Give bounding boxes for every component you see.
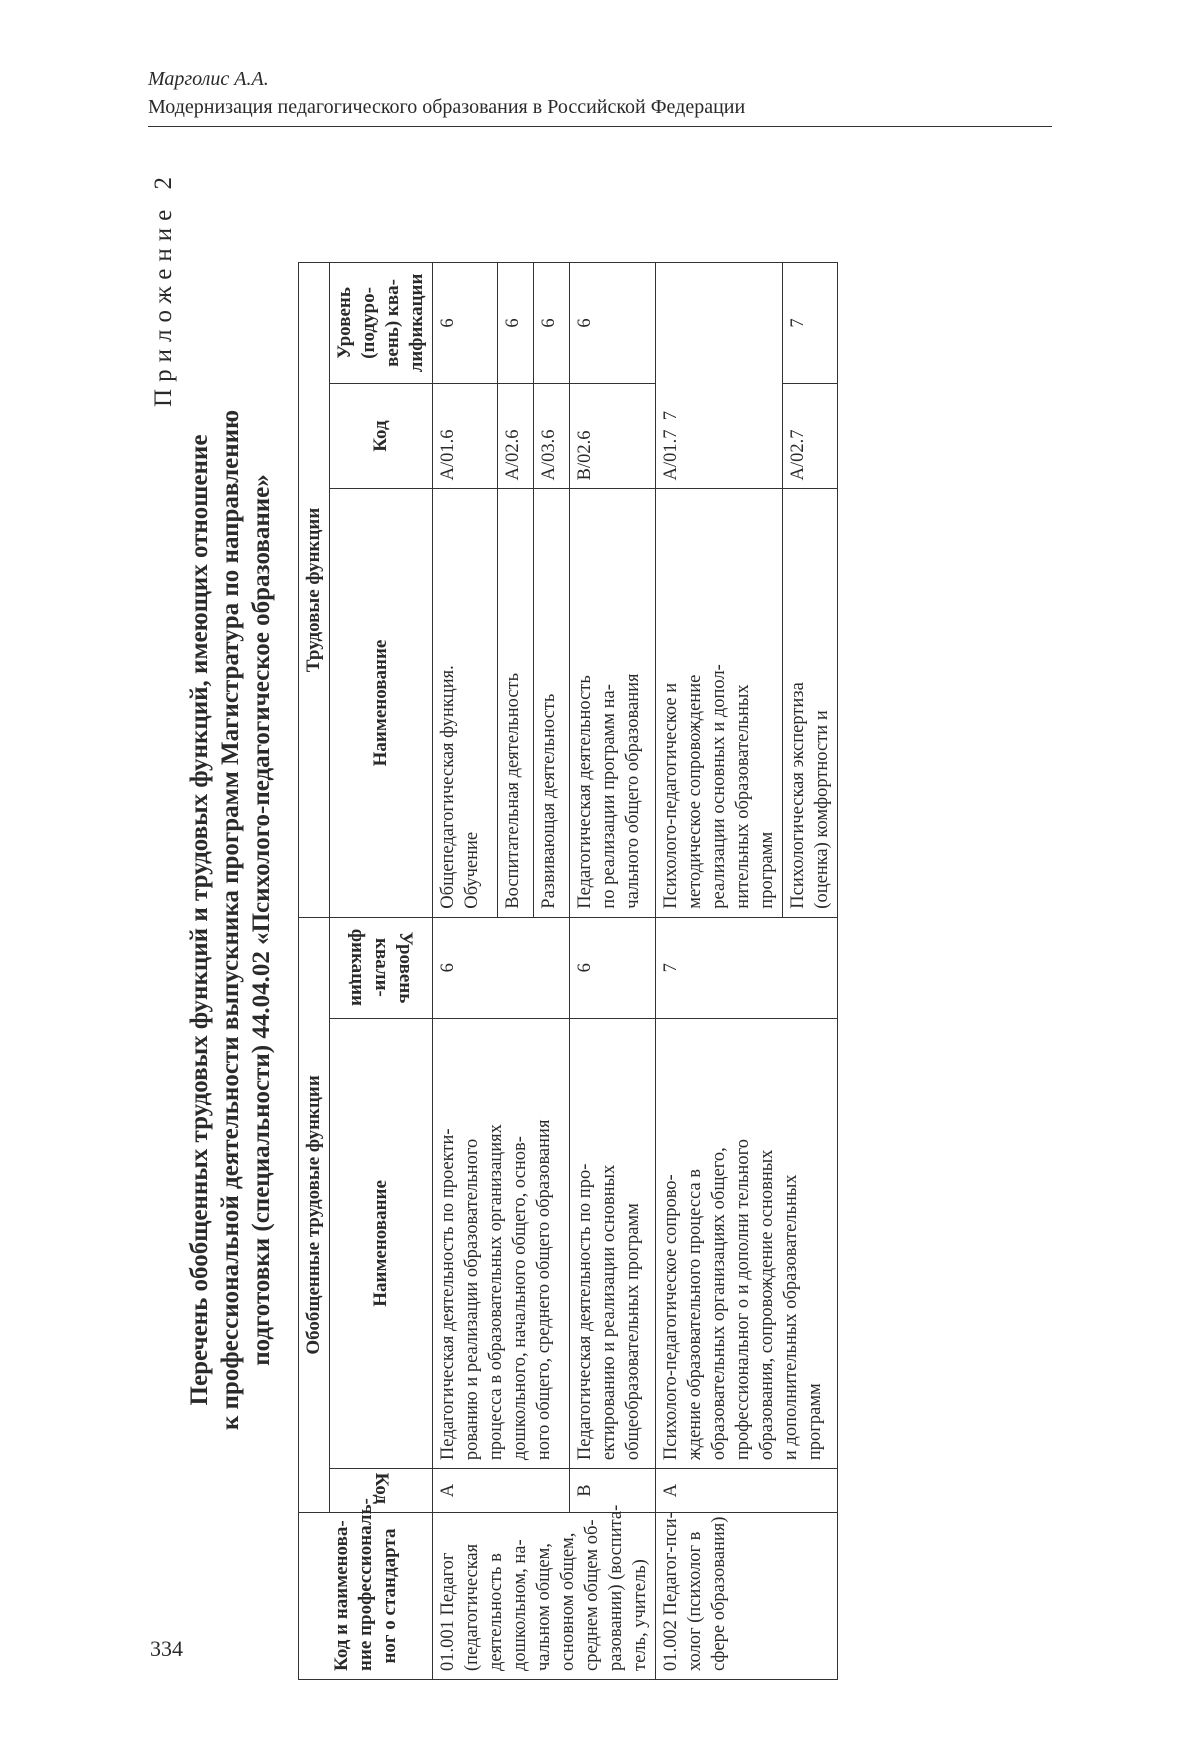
appendix-title: [184, 160, 277, 1680]
appendix-label: Приложение 2: [150, 170, 177, 407]
header-divider: [148, 126, 1052, 127]
tf-code: А/01.6: [433, 383, 498, 488]
page-number: 334: [150, 1636, 183, 1661]
header-otf-level: Уровень квали- фикации: [330, 917, 433, 1018]
header-tf-name: Наименование: [330, 489, 433, 917]
tf-level: 6: [433, 263, 498, 384]
otf-level: 6: [570, 917, 656, 1018]
header-standard: Код и наименова- ние профессиональ- ног о стандарта: [299, 1513, 433, 1680]
otf-code: А: [656, 1469, 838, 1513]
tf-level: 6: [570, 263, 656, 384]
tf-code: А/02.7: [783, 383, 838, 488]
otf-name: Психолого-педагогическое сопрово- ждение образовательного процесса в образовательных организациях общего, профессиональног о и дополни тельного образования, сопровождение основных и дополнительных образовательных программ: [656, 1018, 838, 1468]
tf-level: 7: [783, 263, 838, 384]
tf-level: 6: [497, 263, 533, 384]
table-row: [656, 263, 783, 1680]
title-line: Перечень обобщенных трудовых функций и трудовых функций, имеющих отношение: [186, 434, 213, 1406]
otf-code: В: [570, 1469, 656, 1513]
tf-code-level-merged: [656, 263, 783, 489]
otf-name: Педагогическая деятельность по проекти- рованию и реализации образовательного процесса в образовательных организациях дошкольного, начального общего, основ- ного общего, среднего общего образования: [433, 1018, 570, 1468]
tf-name: Общепедагогическая функция. Обучение: [433, 489, 498, 917]
otf-level: 7: [656, 917, 838, 1018]
header-row-columns: [330, 263, 433, 1680]
header-otf-code: Код: [330, 1469, 433, 1513]
tf-name: Развивающая деятельность: [534, 489, 570, 917]
tf-code: А/03.6: [534, 383, 570, 488]
header-row-groups: [299, 263, 330, 1680]
functions-table: [298, 262, 838, 1680]
tf-code: А/02.6: [497, 383, 533, 488]
header-otf-name: Наименование: [330, 1018, 433, 1468]
rotated-landscape-content: [140, 160, 1060, 1680]
tf-code: А/01.7: [661, 429, 681, 481]
tf-name: Психолого-педагогическое и методическое сопровождение реализации основных и допол- нительных образовательных программ: [656, 489, 783, 917]
running-title: Модернизация педагогического образования в Российской Федерации: [148, 96, 746, 118]
otf-level: 6: [433, 917, 570, 1018]
header-generalized-functions: Обобщенные трудовые функции: [299, 917, 330, 1512]
title-line: к профессиональной деятельности выпускника программ Магистратура по направлению: [217, 409, 244, 1431]
tf-name: Психологическая экспертиза (оценка) комфортности и: [783, 489, 838, 917]
table-row: [433, 263, 498, 1680]
tf-level: 7: [661, 410, 681, 421]
otf-name: Педагогическая деятельность по про- ектированию и реализации основных общеобразовательных программ: [570, 1018, 656, 1468]
tf-name: Воспитательная деятельность: [497, 489, 533, 917]
standard-cell: 01.002 Педагог-пси- холог (психолог в сфере образования): [656, 1513, 838, 1680]
running-author: Марголис А.А.: [148, 68, 269, 90]
header-tf-code: Код: [330, 383, 433, 488]
tf-code: В/02.6: [570, 383, 656, 488]
header-labor-functions: Трудовые функции: [299, 263, 330, 918]
otf-code: А: [433, 1469, 570, 1513]
table-row: [570, 263, 656, 1680]
tf-level: 6: [534, 263, 570, 384]
tf-name: Педагогическая деятельность по реализации программ на- чального общего образования: [570, 489, 656, 917]
standard-cell: 01.001 Педагог (педагогическая деятельность в дошкольном, на- чальном общем, основном общем, среднем общем об- разовании) (воспита- тель, учитель): [433, 1513, 656, 1680]
header-tf-level: Уровень (подуро- вень) ква- лификации: [330, 263, 433, 384]
title-line: подготовки (специальности) 44.04.02 «Психолого-педагогическое образование»: [248, 474, 275, 1366]
